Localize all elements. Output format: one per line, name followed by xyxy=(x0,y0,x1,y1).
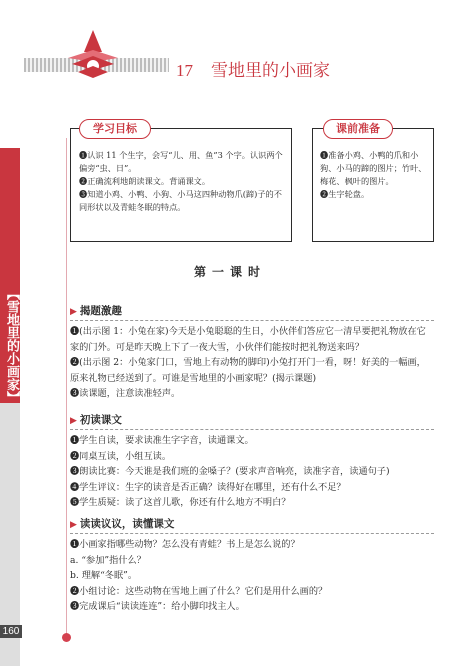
section-line: ❶学生自读，要求读准生字字音，读通课文。 xyxy=(70,435,254,446)
preparation-list xyxy=(320,149,428,201)
page-number: 160 xyxy=(0,625,22,638)
section-line: ❺学生质疑：读了这首儿歌，你还有什么地方不明白？ xyxy=(70,497,291,508)
arrow-icon: ▶ xyxy=(70,307,77,317)
section-line: ❸完成课后“读读连连”：给小脚印找主人。 xyxy=(70,601,245,612)
section-line: b. 理解“冬眠”。 xyxy=(70,570,138,581)
section-line: ❷(出示图 2：小兔家门口，雪地上有动物的脚印)小兔打开门一看，呀！好美的一幅画，原来礼物已经送到了。可谁是雪地里的小画家呢？(揭示课题) xyxy=(70,357,426,384)
goal-item: ❶认识 11 个生字，会写“儿、用、鱼”3 个字。认识两个偏旁“虫、日”。 xyxy=(79,150,283,173)
lesson-number: 17 xyxy=(176,61,193,80)
header-emblem-icon xyxy=(62,28,124,82)
learning-goals-box xyxy=(70,122,292,242)
section-line: ❸朗读比赛：今天谁是我们班的金嗓子？(要求声音响亮，读准字音，读通句子) xyxy=(70,466,390,477)
arrow-icon: ▶ xyxy=(70,416,77,426)
learning-goals-label: 学习目标 xyxy=(79,119,151,139)
section-line: ❶(出示图 1：小兔在家)今天是小兔聪聪的生日，小伙伴们答应它一清早要把礼物放在它家的门外。可是昨天晚上下了一夜大雪，小伙伴们能按时把礼物送来吗？ xyxy=(70,326,426,353)
section-line: ❸读课题，注意读准轻声。 xyxy=(70,388,181,399)
section-line: ❶小画家指哪些动物？怎么没有青蛙？书上是怎么说的？ xyxy=(70,539,300,550)
section-line: ❷同桌互读，小组互读。 xyxy=(70,450,172,462)
section-heading-text: 读读议议，读懂课文 xyxy=(79,518,175,530)
section-heading-text: 初读课文 xyxy=(79,414,122,426)
margin-rule xyxy=(66,138,67,638)
section-heading xyxy=(70,516,434,534)
section-heading xyxy=(70,303,434,321)
goal-item: ❸知道小鸡、小鸭、小狗、小马这四种动物爪(蹄)子的不同形状以及青蛙冬眠的特点。 xyxy=(79,189,282,212)
section-heading xyxy=(70,412,434,430)
goal-item: ❷正确流利地朗读课文。背诵课文。 xyxy=(79,176,211,186)
learning-goals-list xyxy=(79,149,285,214)
section-line: a. “参加”指什么？ xyxy=(70,554,146,566)
section-intro xyxy=(70,303,434,402)
margin-rule-dot xyxy=(62,633,71,642)
prep-item: ❷生字轮盘。 xyxy=(320,189,370,199)
section-body xyxy=(70,537,434,615)
section-line: ❷小组讨论：这些动物在雪地上画了什么？它们是用什么画的？ xyxy=(70,585,328,597)
prep-item: ❶准备小鸡、小鸭的爪和小狗、小马的蹄的图片；竹叶、梅花、枫叶的图片。 xyxy=(320,150,427,186)
section-first-read xyxy=(70,412,434,511)
arrow-icon: ▶ xyxy=(70,520,77,530)
preparation-box xyxy=(312,122,434,242)
section-line: ❹学生评议：生字的读音是否正确？读得好在哪里，还有什么不足？ xyxy=(70,481,346,493)
section-body xyxy=(70,433,434,511)
lesson-title-text: 雪地里的小画家 xyxy=(211,61,330,81)
preparation-label: 课前准备 xyxy=(323,119,393,139)
sidebar-title: 【雪地里的小画家】 xyxy=(4,287,19,404)
section-body xyxy=(70,324,434,402)
section-discuss xyxy=(70,516,434,615)
period-heading: 第一课时 xyxy=(193,265,266,279)
lesson-title xyxy=(176,56,330,81)
section-heading-text: 揭题激趣 xyxy=(79,305,122,317)
